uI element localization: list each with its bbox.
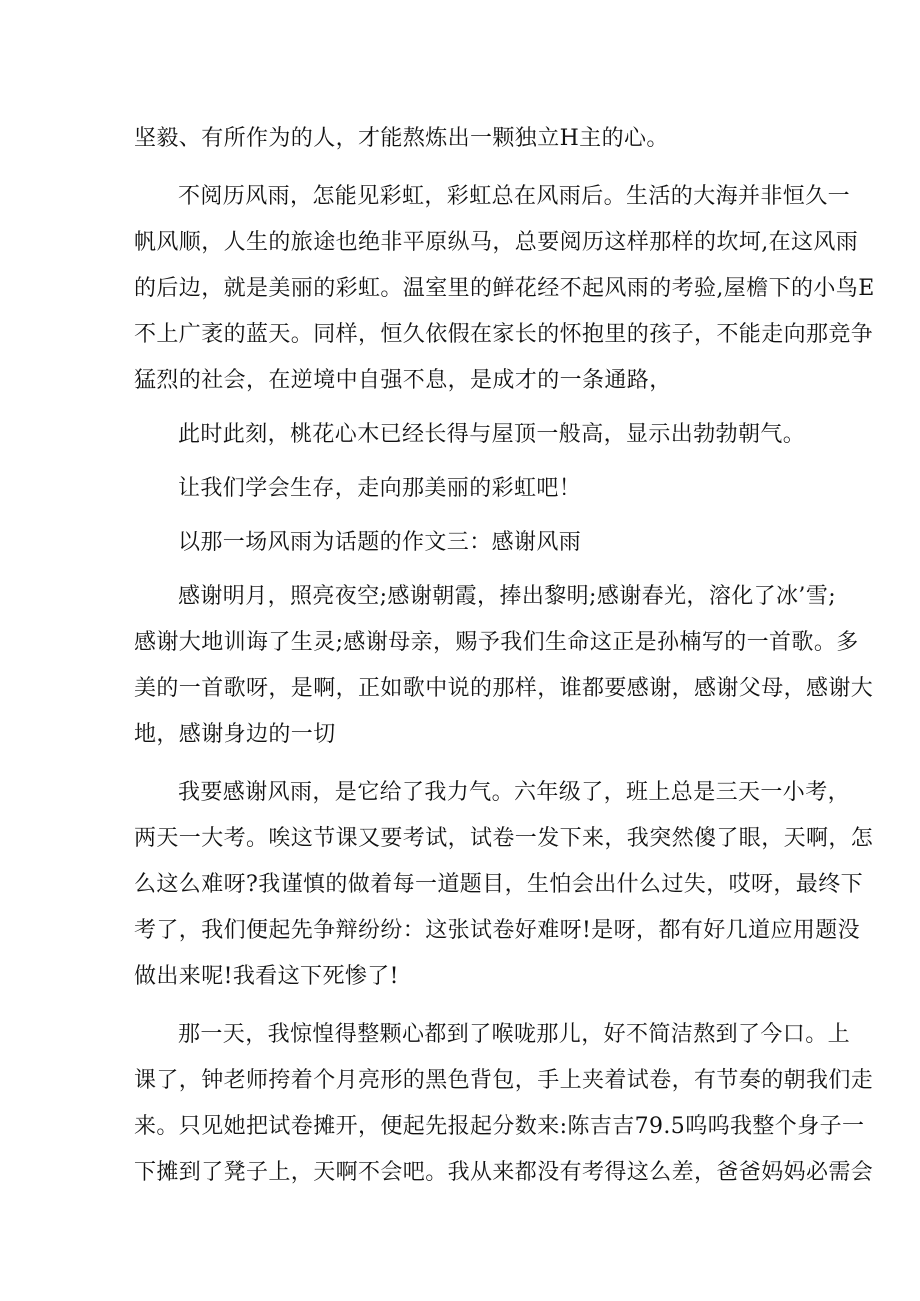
- text-line: 不上广袤的蓝天。同样，恒久依假在家长的怀抱里的孩子，不能走向那竞争: [134, 322, 874, 347]
- text-line: 做出来呢!我看这下死惨了!: [134, 964, 399, 989]
- body-text: [134, 116, 875, 1196]
- text-line: 美的一首歌呀，是啊，正如歌中说的那样，谁都要感谢，感谢父母，感谢大: [134, 676, 874, 701]
- text-line: 以那一场风雨为话题的作文三：感谢风雨: [178, 530, 582, 555]
- text-line: 下摊到了凳子上，天啊不会吧。我从来都没有考得这么差，爸爸妈妈必需会: [134, 1160, 874, 1185]
- text-line: 不阅历风雨，怎能见彩虹，彩虹总在风雨后。生活的大海并非恒久一: [178, 184, 851, 209]
- text-line: 我要感谢风雨，是它给了我力气。六年级了，班上总是三天一小考，: [178, 780, 851, 805]
- text-line: 课了，钟老师挎着个月亮形的黑色背包，手上夹着试卷，有节奏的朝我们走: [134, 1068, 874, 1093]
- text-line: 那一天，我惊惶得整颗心都到了喉咙那儿，好不简洁熬到了今口。上: [178, 1022, 851, 1047]
- text-line: 此时此刻，桃花心木已经长得与屋顶一般高，显示出勃勃朝气。: [178, 422, 806, 447]
- text-line: 么这么难呀?我谨慎的做着每一道题目，生怕会出什么过失，哎呀，最终下: [134, 872, 863, 897]
- text-line: 让我们学会生存，走向那美丽的彩虹吧！: [178, 476, 582, 501]
- text-line: 两天一大考。唉这节课又要考试，试卷一发下来，我突然傻了眼，天啊，怎: [134, 826, 874, 851]
- text-line: 的后边，就是美丽的彩虹。温室里的鲜花经不起风雨的考验,屋檐下的小鸟E: [134, 276, 875, 301]
- text-line: 猛烈的社会，在逆境中自强不息，是成才的一条通路，: [134, 368, 672, 393]
- text-line: 感谢大地训诲了生灵;感谢母亲，赐予我们生命这正是孙楠写的一首歌。多: [134, 630, 859, 655]
- text-line: 帆风顺，人生的旅途也绝非平原纵马，总要阅历这样那样的坎坷,在这风雨: [134, 230, 859, 255]
- text-line: 来。只见她把试卷摊开，便起先报起分数来:陈吉吉79.5呜呜我整个身子一: [134, 1114, 865, 1139]
- text-line: 坚毅、有所作为的人，才能熬炼出一颗独立H主的心。: [134, 126, 669, 151]
- text-line: 地，感谢身边的一切: [134, 722, 336, 747]
- text-line: 感谢明月，照亮夜空;感谢朝霞，捧出黎明;感谢春光，溶化了冰’雪;: [178, 584, 837, 609]
- text-line: 考了，我们便起先争辩纷纷：这张试卷好难呀!是呀，都有好几道应用题没: [134, 918, 861, 943]
